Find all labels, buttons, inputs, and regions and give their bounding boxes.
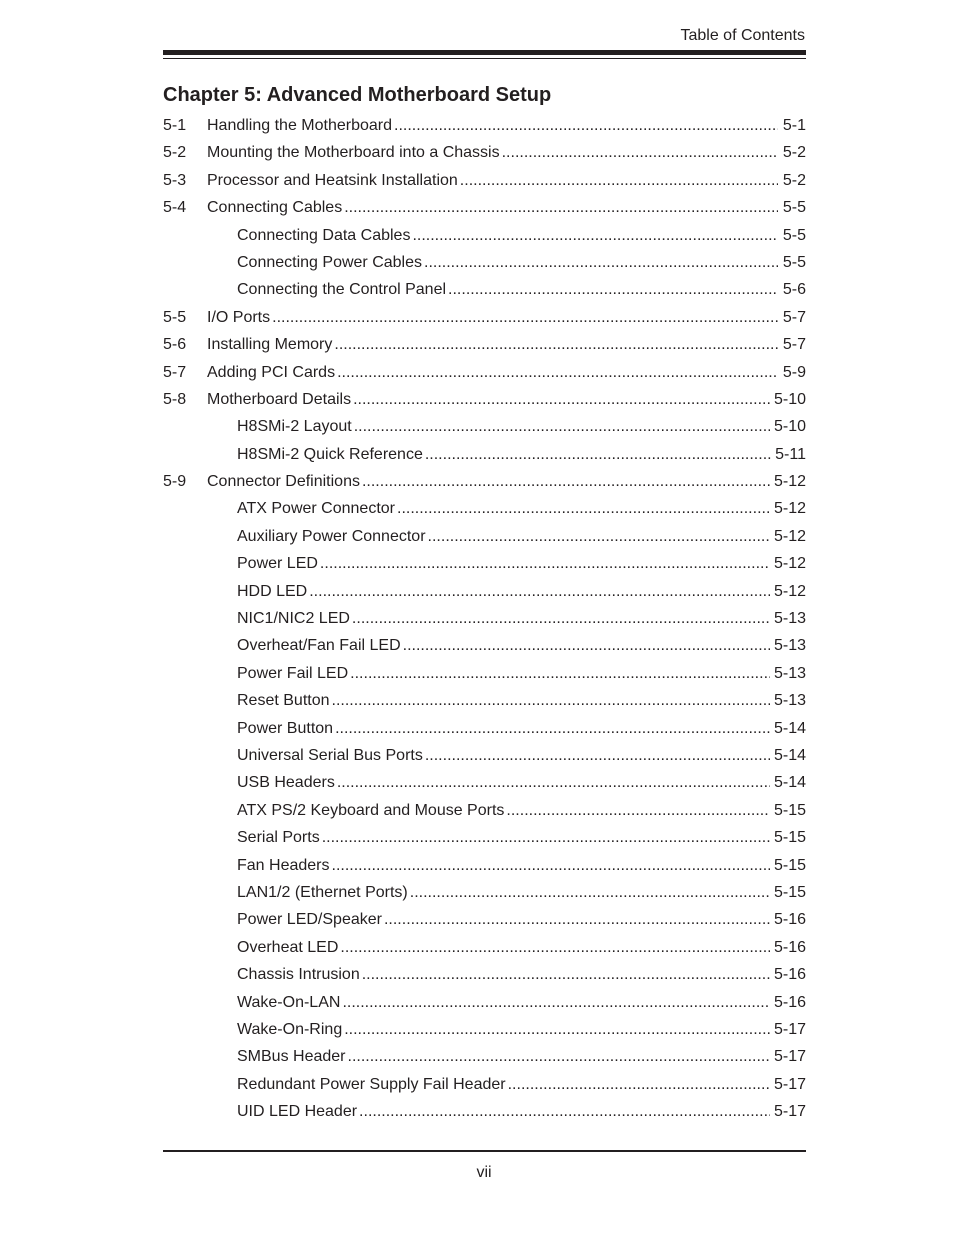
toc-leader-dots: [362, 468, 770, 495]
toc-entry[interactable]: [163, 660, 806, 687]
toc-entry[interactable]: [163, 222, 806, 249]
toc-entry-page: 5-12: [773, 500, 806, 518]
toc-entry-label: Motherboard Details: [207, 390, 352, 408]
toc-entry-page: 5-13: [773, 692, 806, 710]
toc-entry-page: 5-1: [782, 117, 806, 134]
toc-entry[interactable]: [163, 523, 806, 550]
toc-entry-label: Connecting Cables: [207, 199, 343, 217]
toc-leader-dots: [337, 359, 778, 386]
toc-entry[interactable]: [163, 824, 806, 851]
toc-leader-dots: [350, 660, 770, 687]
toc-entry-label: Reset Button: [237, 692, 330, 710]
toc-entry[interactable]: [163, 304, 806, 331]
toc-entry-page: 5-13: [773, 610, 806, 628]
toc-entry[interactable]: [163, 249, 806, 276]
page-number: vii: [476, 1164, 492, 1181]
toc-entry[interactable]: [163, 906, 806, 933]
toc-entry-page: 5-11: [775, 445, 806, 463]
toc-entry[interactable]: [163, 139, 806, 166]
toc-entry[interactable]: [163, 989, 806, 1016]
toc-entry-label: Overheat LED: [237, 938, 339, 956]
toc-entry-page: 5-5: [782, 199, 806, 217]
toc-entry[interactable]: [163, 715, 806, 742]
toc-entry-label: LAN1/2 (Ethernet Ports): [237, 883, 408, 901]
chapter-title: Chapter 5: Advanced Motherboard Setup: [163, 84, 552, 106]
toc-entry-label: Connecting Power Cables: [237, 253, 422, 271]
toc-leader-dots: [359, 1098, 770, 1125]
toc-entry-label: Connecting the Control Panel: [237, 281, 447, 299]
toc-leader-dots: [334, 331, 778, 358]
toc-entry-label: SMBus Header: [237, 1048, 346, 1066]
toc-leader-dots: [354, 413, 770, 440]
toc-entry[interactable]: [163, 961, 806, 988]
toc-leader-dots: [362, 961, 770, 988]
toc-entry-page: 5-7: [782, 336, 806, 354]
toc-entry[interactable]: [163, 578, 806, 605]
toc-leader-dots: [342, 989, 770, 1016]
toc-leader-dots: [425, 742, 770, 769]
toc-entry-label: Connector Definitions: [207, 473, 360, 491]
toc-leader-dots: [397, 495, 770, 522]
toc-entry[interactable]: [163, 167, 806, 194]
toc-entry-number: 5-8: [163, 390, 187, 408]
toc-entry-page: 5-14: [773, 774, 806, 792]
toc-entry-page: 5-17: [773, 1075, 806, 1093]
toc-entry-number: 5-6: [163, 336, 187, 354]
toc-entry-number: 5-3: [163, 171, 187, 189]
toc-entry[interactable]: [163, 441, 806, 468]
toc-entry-page: 5-14: [773, 746, 806, 764]
toc-entry[interactable]: [163, 605, 806, 632]
toc-leader-dots: [403, 632, 770, 659]
toc-entry[interactable]: [163, 468, 806, 495]
toc-entry[interactable]: [163, 331, 806, 358]
toc-entry-label: HDD LED: [237, 582, 308, 600]
toc-entry[interactable]: [163, 495, 806, 522]
toc-leader-dots: [332, 852, 770, 879]
toc-leader-dots: [394, 112, 778, 139]
toc-leader-dots: [309, 578, 770, 605]
toc-entry[interactable]: [163, 1098, 806, 1125]
toc-entry-number: 5-4: [163, 199, 187, 217]
toc-leader-dots: [340, 934, 770, 961]
toc-leader-dots: [332, 687, 770, 714]
toc-leader-dots: [348, 1043, 770, 1070]
toc-entry-number: 5-9: [163, 473, 187, 491]
toc-entry[interactable]: [163, 934, 806, 961]
toc-entry-page: 5-12: [773, 527, 806, 545]
footer-rule: [163, 1150, 806, 1152]
toc-entry-number: 5-1: [163, 117, 187, 134]
toc-entry-page: 5-6: [782, 281, 806, 299]
toc-leader-dots: [460, 167, 778, 194]
toc-entry-label: Connecting Data Cables: [237, 226, 411, 244]
toc-list: [163, 112, 806, 1125]
toc-entry-page: 5-5: [782, 226, 806, 244]
toc-entry-page: 5-12: [773, 582, 806, 600]
toc-entry-page: 5-16: [773, 938, 806, 956]
toc-entry-label: ATX Power Connector: [237, 500, 395, 518]
header-rule-thin: [163, 58, 806, 59]
toc-entry-label: Overheat/Fan Fail LED: [237, 637, 401, 655]
toc-entry-page: 5-14: [773, 719, 806, 737]
toc-entry[interactable]: [163, 413, 806, 440]
toc-leader-dots: [428, 523, 770, 550]
toc-entry-page: 5-12: [773, 473, 806, 491]
toc-entry-label: Power Button: [237, 719, 334, 737]
toc-entry[interactable]: [163, 550, 806, 577]
header-rule-thick: [163, 50, 806, 55]
toc-entry-label: Universal Serial Bus Ports: [237, 746, 423, 764]
toc-entry[interactable]: [163, 769, 806, 796]
toc-leader-dots: [352, 605, 770, 632]
toc-leader-dots: [344, 194, 778, 221]
toc-leader-dots: [410, 879, 770, 906]
toc-entry-label: Power Fail LED: [237, 664, 349, 682]
toc-leader-dots: [506, 797, 770, 824]
toc-entry-label: ATX PS/2 Keyboard and Mouse Ports: [237, 801, 505, 819]
toc-entry[interactable]: [163, 359, 806, 386]
toc-entry-page: 5-15: [773, 856, 806, 874]
toc-entry-label: Power LED: [237, 555, 318, 573]
toc-leader-dots: [425, 441, 771, 468]
toc-entry[interactable]: [163, 632, 806, 659]
toc-leader-dots: [412, 222, 778, 249]
toc-leader-dots: [448, 276, 778, 303]
toc-entry[interactable]: [163, 1043, 806, 1070]
toc-entry-page: 5-16: [773, 993, 806, 1011]
toc-entry-page: 5-17: [773, 1103, 806, 1121]
toc-entry-page: 5-13: [773, 637, 806, 655]
toc-entry-label: Handling the Motherboard: [207, 117, 393, 134]
toc-entry[interactable]: [163, 386, 806, 413]
toc-entry-label: Serial Ports: [237, 829, 320, 847]
toc-entry-label: USB Headers: [237, 774, 335, 792]
toc-entry-page: 5-17: [773, 1048, 806, 1066]
toc-entry-label: Fan Headers: [237, 856, 330, 874]
toc-entry[interactable]: [163, 276, 806, 303]
toc-entry-label: Auxiliary Power Connector: [237, 527, 426, 545]
toc-entry[interactable]: [163, 112, 806, 139]
toc-entry-label: H8SMi-2 Quick Reference: [237, 445, 423, 463]
toc-entry[interactable]: [163, 852, 806, 879]
toc-leader-dots: [353, 386, 770, 413]
toc-leader-dots: [502, 139, 778, 166]
toc-entry-label: Adding PCI Cards: [207, 363, 336, 381]
toc-leader-dots: [508, 1071, 770, 1098]
toc-entry-label: I/O Ports: [207, 308, 271, 326]
toc-entry[interactable]: [163, 194, 806, 221]
toc-entry-label: NIC1/NIC2 LED: [237, 610, 350, 628]
toc-entry[interactable]: [163, 879, 806, 906]
toc-entry-label: UID LED Header: [237, 1103, 358, 1121]
toc-entry-label: Power LED/Speaker: [237, 911, 382, 929]
toc-entry[interactable]: [163, 1071, 806, 1098]
toc-entry-label: Redundant Power Supply Fail Header: [237, 1075, 506, 1093]
toc-entry-label: Processor and Heatsink Installation: [207, 171, 458, 189]
toc-leader-dots: [320, 550, 770, 577]
toc-entry-page: 5-13: [773, 664, 806, 682]
toc-entry-page: 5-9: [782, 363, 806, 381]
toc-entry-label: Chassis Intrusion: [237, 966, 360, 984]
toc-entry-page: 5-7: [782, 308, 806, 326]
toc-entry-label: Wake-On-LAN: [237, 993, 341, 1011]
toc-leader-dots: [384, 906, 770, 933]
toc-entry-label: Wake-On-Ring: [237, 1020, 343, 1038]
toc-entry-number: 5-2: [163, 144, 187, 162]
toc-entry-page: 5-17: [773, 1020, 806, 1038]
toc-entry-page: 5-15: [773, 829, 806, 847]
toc-entry-page: 5-10: [773, 418, 806, 436]
toc-entry-page: 5-10: [773, 390, 806, 408]
toc-leader-dots: [337, 769, 770, 796]
toc-entry-label: Installing Memory: [207, 336, 333, 354]
toc-entry-page: 5-2: [782, 171, 806, 189]
toc-entry-number: 5-5: [163, 308, 187, 326]
toc-entry-page: 5-12: [773, 555, 806, 573]
toc-leader-dots: [424, 249, 778, 276]
running-header: Table of Contents: [680, 27, 805, 44]
toc-leader-dots: [344, 1016, 770, 1043]
toc-leader-dots: [272, 304, 778, 331]
toc-entry-label: H8SMi-2 Layout: [237, 418, 352, 436]
toc-entry-page: 5-15: [773, 801, 806, 819]
toc-entry[interactable]: [163, 742, 806, 769]
toc-entry-label: Mounting the Motherboard into a Chassis: [207, 144, 500, 162]
toc-entry-page: 5-16: [773, 911, 806, 929]
toc-entry-page: 5-16: [773, 966, 806, 984]
toc-entry[interactable]: [163, 1016, 806, 1043]
toc-entry-page: 5-2: [782, 144, 806, 162]
toc-entry-page: 5-5: [782, 253, 806, 271]
toc-leader-dots: [322, 824, 770, 851]
toc-entry-number: 5-7: [163, 363, 187, 381]
toc-entry[interactable]: [163, 687, 806, 714]
toc-entry-page: 5-15: [773, 883, 806, 901]
toc-entry[interactable]: [163, 797, 806, 824]
toc-leader-dots: [335, 715, 770, 742]
